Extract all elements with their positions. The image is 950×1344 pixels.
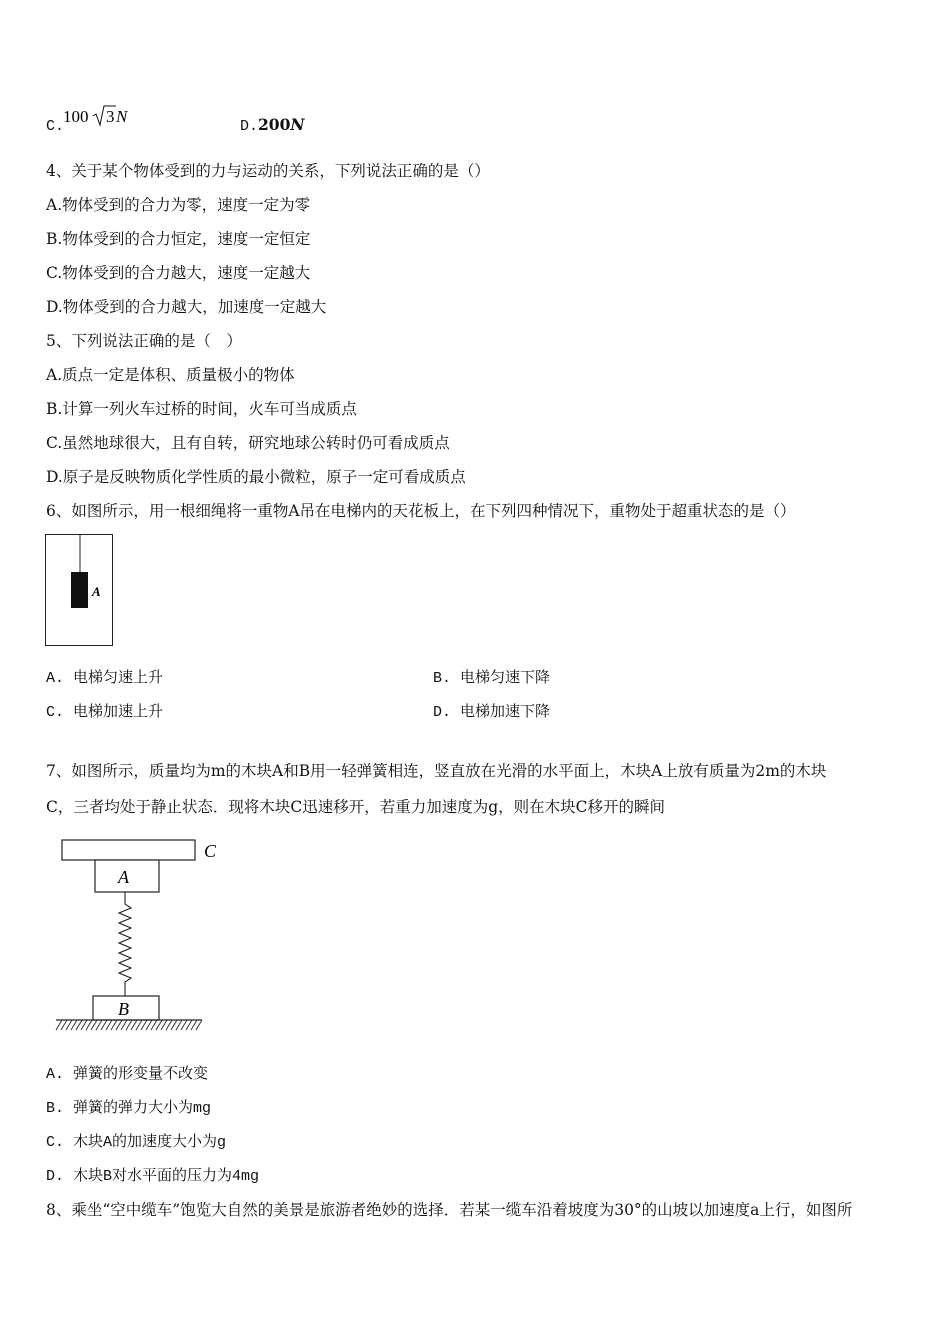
formula-radicand: 3	[106, 107, 115, 126]
spring-diagram	[52, 836, 232, 1036]
ground-hatching	[56, 1020, 202, 1030]
q7-stem-line2: C，三者均处于静止状态．现将木块C迅速移开，若重力加速度为g，则在木块C移开的瞬间	[46, 798, 666, 816]
q3-option-c	[46, 115, 64, 137]
option-value: 200	[258, 115, 291, 134]
q4-option-c: C.物体受到的合力越大，速度一定越大	[46, 264, 311, 282]
q3-option-d	[240, 115, 305, 137]
q5-option-d: D.原子是反映物质化学性质的最小微粒，原子一定可看成质点	[46, 468, 466, 486]
weight-block	[71, 572, 88, 608]
spring-blocks-figure	[52, 836, 232, 1040]
block-c	[62, 840, 195, 860]
q4-stem: 4、关于某个物体受到的力与运动的关系，下列说法正确的是（）	[46, 162, 490, 180]
spring	[119, 892, 131, 996]
q8-stem: 8、乘坐“空中缆车”饱览大自然的美景是旅游者绝妙的选择．若某一缆车沿着坡度为30°的山坡以加速度a上行，如图所	[46, 1201, 853, 1219]
block-a-label: A	[118, 867, 129, 887]
q5-stem: 5、下列说法正确的是（ ）	[46, 332, 242, 350]
q5-option-c: C.虽然地球很大，且有自转，研究地球公转时仍可看成质点	[46, 434, 450, 452]
q6-stem: 6、如图所示，用一根细绳将一重物A吊在电梯内的天花板上，在下列四种情况下，重物处于超重状态的是（）	[46, 502, 796, 520]
weight-label: A	[92, 584, 101, 599]
formula-coefficient: 100	[63, 107, 89, 126]
q7-option-b: B. 弹簧的弹力大小为mg	[46, 1100, 212, 1117]
q7-option-d: D. 木块B对水平面的压力为4mg	[46, 1168, 260, 1185]
option-label: D.	[240, 118, 259, 135]
q6-option-a: A. 电梯匀速上升	[46, 670, 164, 687]
q4-option-a: A.物体受到的合力为零，速度一定为零	[46, 196, 311, 214]
q6-option-b: B. 电梯匀速下降	[433, 670, 551, 687]
block-c-label: C	[204, 841, 217, 861]
q5-option-b: B.计算一列火车过桥的时间，火车可当成质点	[46, 400, 357, 418]
q7-option-c: C. 木块A的加速度大小为g	[46, 1134, 227, 1151]
q7-stem-line1: 7、如图所示，质量均为m的木块A和B用一轻弹簧相连，竖直放在光滑的水平面上，木块A上放有质量为2m的木块	[46, 762, 827, 780]
q6-option-d: D. 电梯加速下降	[433, 704, 551, 721]
elevator-figure	[45, 534, 117, 654]
option-unit: N	[290, 115, 305, 134]
q5-option-a: A.质点一定是体积、质量极小的物体	[46, 366, 295, 384]
option-label: C.	[46, 118, 65, 135]
block-b-label: B	[118, 999, 129, 1019]
formula-unit: N	[116, 107, 128, 126]
q6-option-c: C. 电梯加速上升	[46, 704, 164, 721]
q3-option-c-formula	[63, 104, 143, 134]
elevator-diagram	[45, 534, 117, 650]
q7-option-a: A. 弹簧的形变量不改变	[46, 1066, 209, 1083]
q4-option-b: B.物体受到的合力恒定，速度一定恒定	[46, 230, 311, 248]
sqrt-formula	[63, 104, 143, 130]
q4-option-d: D.物体受到的合力越大，加速度一定越大	[46, 298, 327, 316]
